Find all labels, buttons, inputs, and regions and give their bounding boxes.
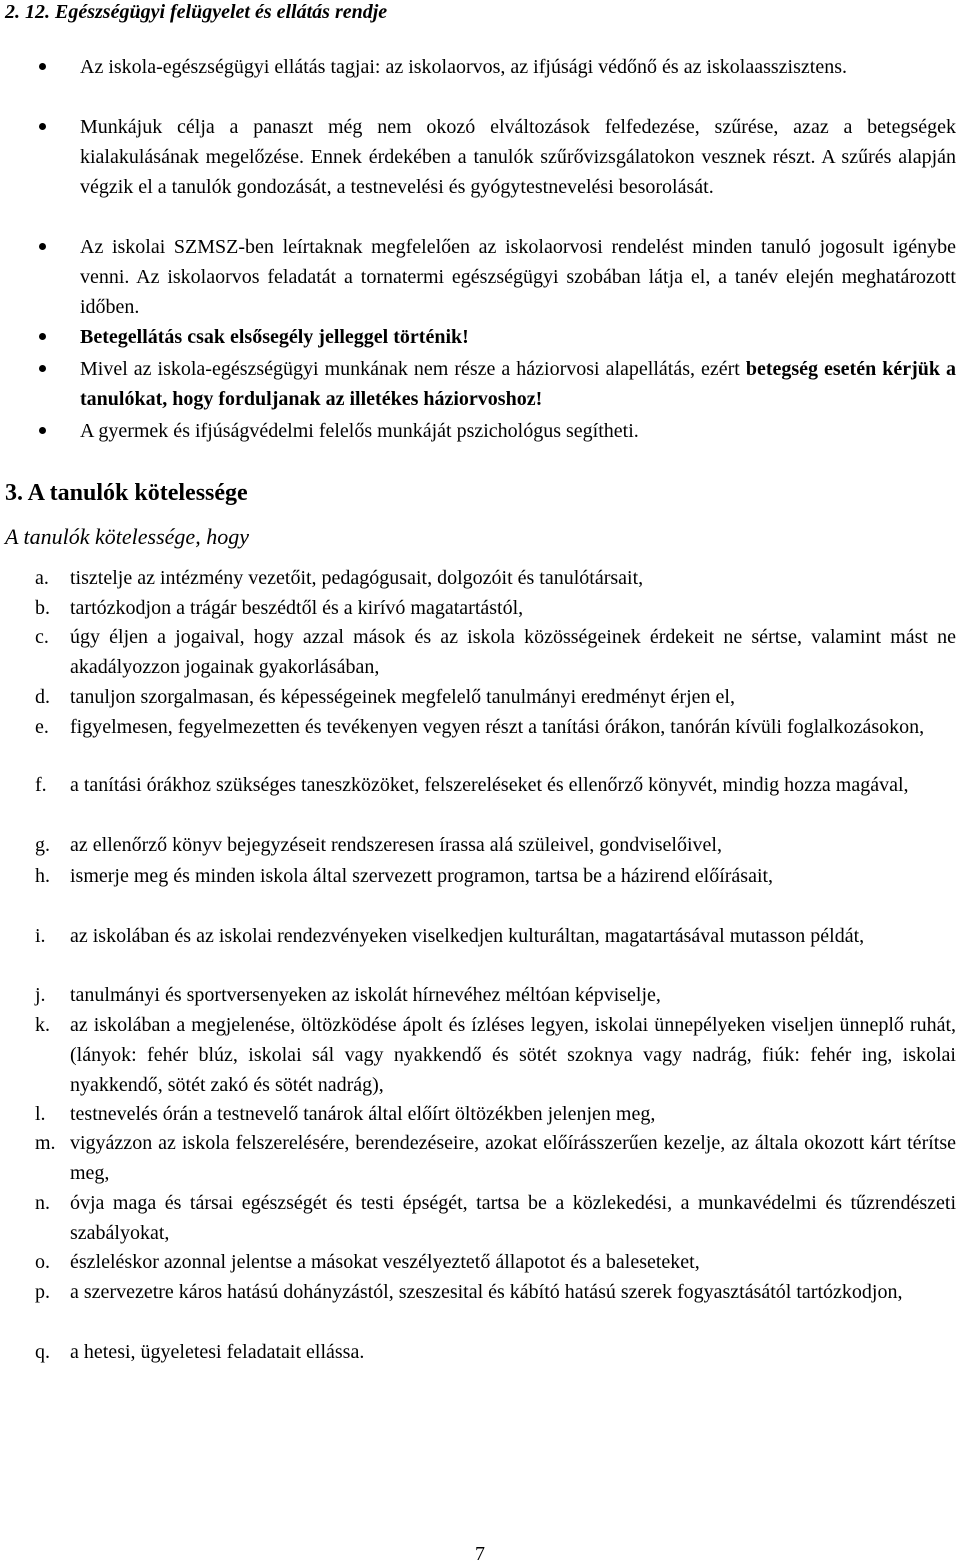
list-marker: f. [35, 774, 47, 796]
list-item-text: óvja maga és társai egészségét és testi épségét, tartsa be a közlekedési, a munkavédelmi és tűzrendészeti szabályokat, [70, 1192, 956, 1244]
list-item-text: figyelmesen, fegyelmezetten és tevékenyen vegyen részt a tanítási órákon, tanórán kívüli foglalkozásokon, [70, 716, 925, 738]
list-marker: l. [35, 1103, 46, 1125]
list-marker: m. [35, 1132, 56, 1154]
chapter-subtitle: A tanulók kötelessége, hogy [5, 524, 249, 549]
bullet-icon [39, 63, 46, 70]
list-marker: c. [35, 626, 49, 648]
bullet-text: Betegellátás csak elsősegély jelleggel történik! [80, 326, 469, 348]
list-item [35, 1337, 956, 1367]
list-item-text: tisztelje az intézmény vezetőit, pedagógusait, dolgozóit és tanulótársait, [70, 567, 644, 589]
list-item [35, 1188, 956, 1248]
bullet-icon [39, 243, 46, 250]
list-item-text: tanulmányi és sportversenyeken az iskolát hírnevéhez méltóan képviselje, [70, 984, 661, 1006]
list-item-text: ismerje meg és minden iskola által szervezett programon, tartsa be a házirend előírásait, [70, 865, 774, 887]
list-marker: e. [35, 716, 49, 738]
bullet-item [80, 416, 956, 446]
list-marker: n. [35, 1192, 50, 1214]
list-item-text: a tanítási órákhoz szükséges taneszközöket, felszereléseket és ellenőrző könyvét, mindig hozza magával, [70, 774, 909, 796]
list-item-text: észleléskor azonnal jelentse a másokat veszélyeztető állapotot és a baleseteket, [70, 1251, 700, 1273]
list-marker: g. [35, 834, 50, 856]
list-item [35, 921, 956, 951]
list-marker: a. [35, 567, 49, 589]
list-item-text: az ellenőrző könyv bejegyzéseit rendszeresen írassa alá szüleivel, gondviselőivel, [70, 834, 722, 856]
list-marker: p. [35, 1281, 50, 1303]
list-marker: i. [35, 925, 46, 947]
list-item-text: úgy éljen a jogaival, hogy azzal mások és az iskola közösségeinek érdekeit ne sértse, valamint mást ne akadályozzon jogainak gyakorlásában, [70, 626, 956, 678]
list-marker: h. [35, 865, 50, 887]
list-item [35, 682, 956, 712]
list-marker: d. [35, 686, 50, 708]
list-item [35, 1277, 956, 1307]
list-item [35, 1128, 956, 1188]
list-item [35, 563, 956, 593]
list-marker: q. [35, 1341, 50, 1363]
bullet-item [80, 354, 956, 414]
list-marker: b. [35, 597, 50, 619]
page-number: 7 [475, 1543, 485, 1565]
list-item [35, 861, 956, 891]
section-heading: 2. 12. Egészségügyi felügyelet és ellátás rendje [5, 1, 388, 23]
list-item-text: a szervezetre káros hatású dohányzástól, szeszesital és kábító hatású szerek fogyasztásától tartózkodjon, [70, 1281, 903, 1303]
list-item [35, 1010, 956, 1100]
bullet-text: Az iskolai SZMSZ-ben leírtaknak megfelelően az iskolaorvosi rendelést minden tanuló jogosult igénybe venni. Az iskolaorvos feladatát a tornatermi egészségügyi szobában látja el, a tanév elején meghatározott időben. [80, 236, 956, 318]
bullet-item [80, 112, 956, 202]
bullet-icon [39, 123, 46, 130]
list-item-text: az iskolában és az iskolai rendezvényeken viselkedjen kulturáltan, magatartásával mutasson példát, [70, 925, 865, 947]
list-item [35, 1099, 956, 1129]
bullet-icon [39, 365, 46, 372]
bullet-text: Az iskola-egészségügyi ellátás tagjai: az iskolaorvos, az ifjúsági védőnő és az iskolaasszisztens. [80, 56, 847, 78]
list-item-text: vigyázzon az iskola felszerelésére, berendezéseire, azokat előírásszerűen kezelje, az általa okozott kárt térítse meg, [70, 1132, 956, 1184]
bullet-text: Munkájuk célja a panaszt még nem okozó elváltozások felfedezése, szűrése, azaz a betegségek kialakulásának megelőzése. Ennek érdekében a tanulók szűrővizsgálatokon vesznek részt. A szűrés alapján végzik el a tanulók gondozását, a testnevelési és gyógytestnevelési besorolását. [80, 116, 956, 198]
list-marker: o. [35, 1251, 50, 1273]
list-marker: j. [35, 984, 46, 1006]
list-item [35, 593, 956, 623]
bullet-icon [39, 427, 46, 434]
bullet-item [80, 322, 956, 352]
list-item-text: tartózkodjon a trágár beszédtől és a kirívó magatartástól, [70, 597, 524, 619]
list-item-text: tanuljon szorgalmasan, és képességeinek megfelelő tanulmányi eredményt érjen el, [70, 686, 735, 708]
list-item [35, 830, 956, 860]
bullet-text: Mivel az iskola-egészségügyi munkának nem része a háziorvosi alapellátás, ezért [80, 358, 746, 380]
bullet-icon [39, 333, 46, 340]
bullet-item [80, 52, 956, 82]
list-item-text: az iskolában a megjelenése, öltözködése ápolt és ízléses legyen, iskolai ünnepélyeken viseljen ünneplő ruhát, (lányok: fehér blúz, iskolai sál vagy nyakkendő és sötét szoknya vagy nadrág, fiúk: fehér ing, iskolai nyakkendő, sötét zakó és sötét nadrág), [70, 1014, 956, 1096]
list-item [35, 980, 956, 1010]
bullet-text: A gyermek és ifjúságvédelmi felelős munkáját pszichológus segítheti. [80, 420, 639, 442]
list-item [35, 622, 956, 682]
list-item-text: testnevelés órán a testnevelő tanárok által előírt öltözékben jelenjen meg, [70, 1103, 656, 1125]
list-marker: k. [35, 1014, 50, 1036]
bullet-item [80, 232, 956, 322]
list-item-text: a hetesi, ügyeletesi feladatait ellássa. [70, 1341, 365, 1363]
bullet-text-emphasis: betegség esetén kérjük a tanulókat, hogy forduljanak az illetékes háziorvoshoz! [80, 358, 956, 410]
list-item [35, 1247, 956, 1277]
chapter-title: 3. A tanulók kötelessége [5, 480, 248, 506]
list-item [35, 712, 956, 742]
list-item [35, 770, 956, 800]
